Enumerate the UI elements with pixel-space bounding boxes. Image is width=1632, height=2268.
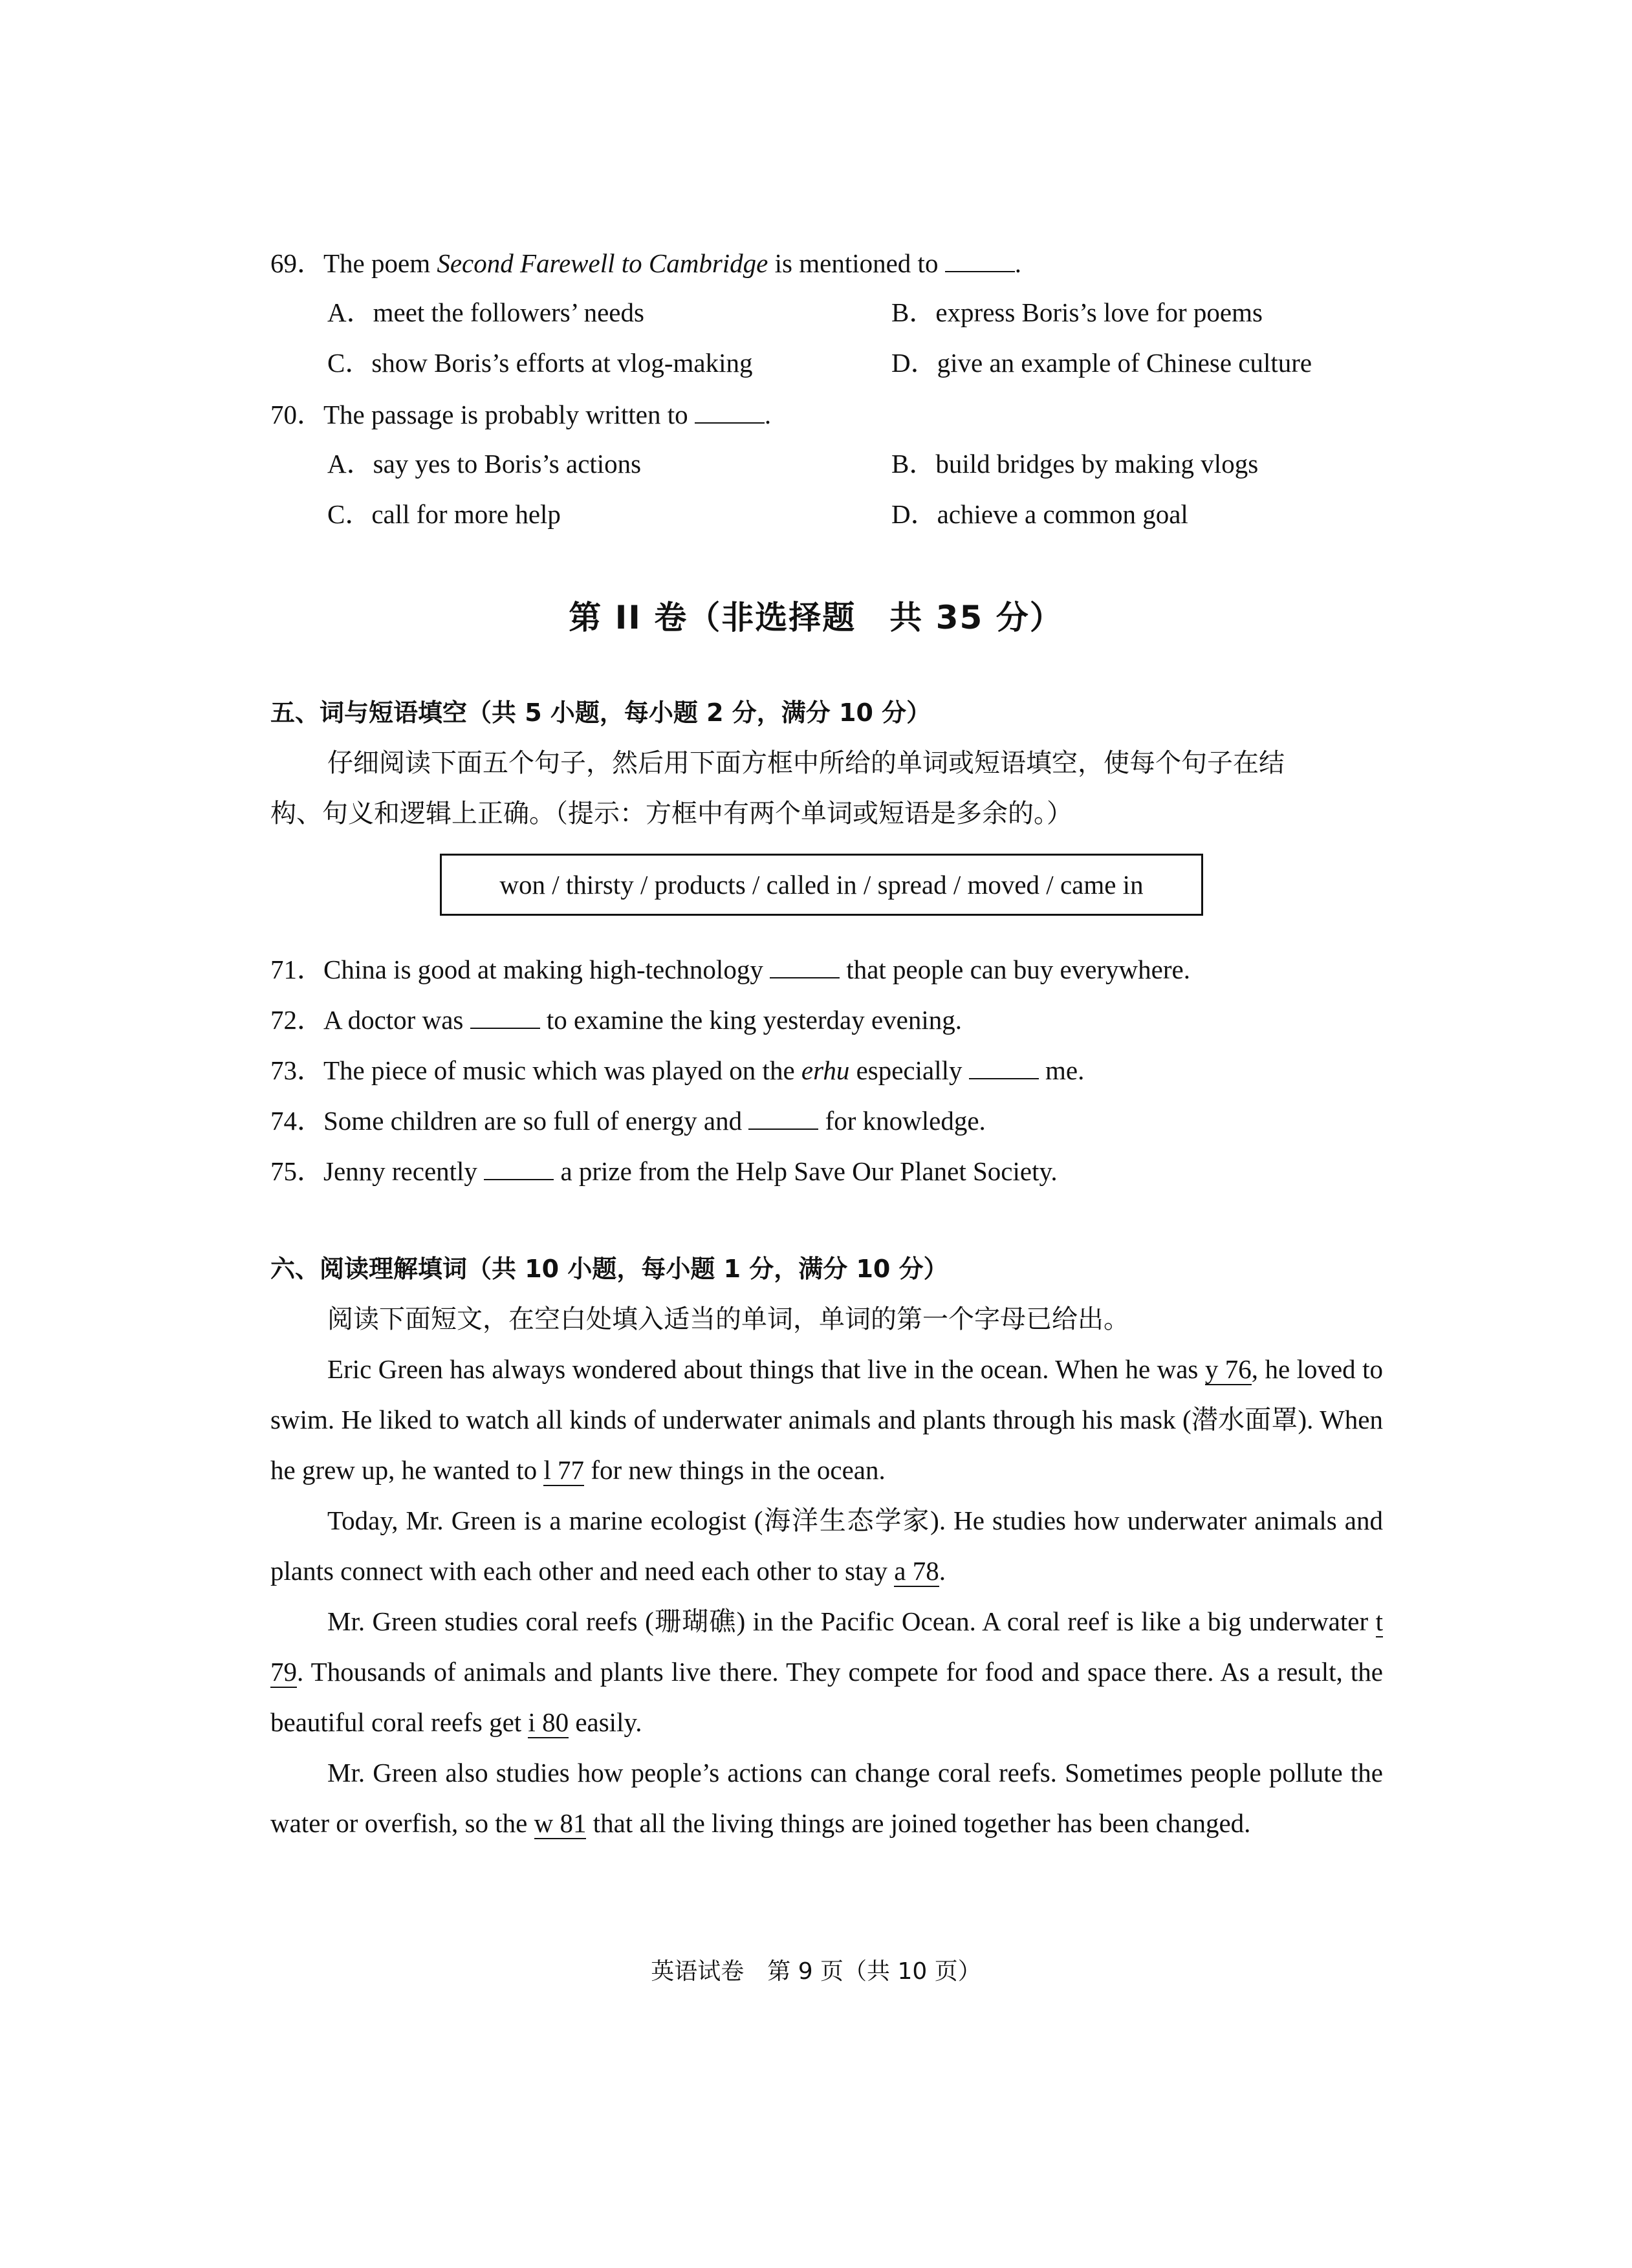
word-box xyxy=(440,854,1203,916)
passage-paragraph-2: Today, Mr. Green is a marine ecologist (海洋生态学家). He studies how underwater animals and plants connect with each other and need each other to stay a 78. xyxy=(270,1506,1383,1586)
blank-81: w 81 xyxy=(534,1808,587,1838)
question-71: 71．China is good at making high-technology that people can buy everywhere. xyxy=(270,955,1190,984)
answer-blank xyxy=(945,249,1015,272)
answer-blank xyxy=(695,400,765,424)
question-number: 74． xyxy=(270,1106,323,1136)
option-70-a: A．say yes to Boris’s actions xyxy=(327,449,642,479)
passage-paragraph-3: Mr. Green studies coral reefs (珊瑚礁) in the Pacific Ocean. A coral reef is like a big underwater t 79. Thousands of animals and plants live there. They compete for food and space there. As a result, the beautiful coral reefs get i 80 easily. xyxy=(270,1606,1383,1737)
question-74: 74．Some children are so full of energy and for knowledge. xyxy=(270,1106,986,1136)
answer-blank xyxy=(484,1157,554,1180)
option-69-b: B．express Boris’s love for poems xyxy=(891,297,1263,327)
option-70-b: B．build bridges by making vlogs xyxy=(891,449,1259,479)
blank-76: y 76 xyxy=(1204,1354,1252,1384)
answer-blank xyxy=(969,1056,1039,1079)
poem-title: Second Farewell to Cambridge xyxy=(437,248,768,278)
blank-78: a 78 xyxy=(894,1556,939,1586)
question-72: 72．A doctor was to examine the king yesterday evening. xyxy=(270,1005,962,1035)
passage-paragraph-4: Mr. Green also studies how people’s actions can change coral reefs. Sometimes people pollute the water or overfish, so the w 81 that all the living things are joined together has been changed. xyxy=(270,1758,1383,1838)
section-title: 第 II 卷（非选择题 共 35 分） xyxy=(569,599,1063,636)
part5-instruction-1: 仔细阅读下面五个句子，然后用下面方框中所给的单词或短语填空，使每个句子在结 xyxy=(327,748,1285,778)
question-number: 69． xyxy=(270,248,323,278)
option-69-a: A．meet the followers’ needs xyxy=(327,297,644,327)
question-number: 75． xyxy=(270,1156,323,1186)
question-number: 72． xyxy=(270,1005,323,1035)
option-69-c: C．show Boris’s efforts at vlog-making xyxy=(327,348,753,378)
question-73: 73．The piece of music which was played on the erhu especially me. xyxy=(270,1055,1085,1085)
question-number: 70． xyxy=(270,400,323,429)
erhu-word: erhu xyxy=(801,1055,850,1085)
question-75: 75．Jenny recently a prize from the Help Save Our Planet Society. xyxy=(270,1156,1058,1186)
part6-instruction: 阅读下面短文，在空白处填入适当的单词，单词的第一个字母已给出。 xyxy=(327,1304,1129,1334)
question-69-stem: 69．The poem Second Farewell to Cambridge is mentioned to . xyxy=(270,248,1021,278)
option-69-d: D．give an example of Chinese culture xyxy=(891,348,1312,378)
part5-heading: 五、词与短语填空（共 5 小题，每小题 2 分，满分 10 分） xyxy=(270,698,931,727)
blank-80: i 80 xyxy=(528,1707,569,1737)
answer-blank xyxy=(470,1006,540,1029)
passage-paragraph-1: Eric Green has always wondered about things that live in the ocean. When he was y 76, he loved to swim. He liked to watch all kinds of underwater animals and plants through his mask (潜水面罩). When he grew up, he wanted to l 77 for new things in the ocean. xyxy=(270,1354,1383,1485)
part6-heading: 六、阅读理解填词（共 10 小题，每小题 1 分，满分 10 分） xyxy=(270,1255,948,1283)
page-footer: 英语试卷 第 9 页（共 10 页） xyxy=(651,1958,981,1985)
question-number: 71． xyxy=(270,955,323,984)
answer-blank xyxy=(748,1107,818,1130)
word-box-text: won / thirsty / products / called in / spread / moved / came in xyxy=(499,870,1144,900)
blank-79: t 79 xyxy=(270,1606,1383,1687)
option-70-d: D．achieve a common goal xyxy=(891,499,1188,529)
answer-blank xyxy=(770,955,840,978)
blank-77: l 77 xyxy=(543,1455,585,1485)
question-70-stem: 70．The passage is probably written to . xyxy=(270,400,772,429)
question-number: 73． xyxy=(270,1055,323,1085)
part5-instruction-2: 构、句义和逻辑上正确。（提示：方框中有两个单词或短语是多余的。） xyxy=(270,799,1072,828)
option-70-c: C．call for more help xyxy=(327,499,561,529)
